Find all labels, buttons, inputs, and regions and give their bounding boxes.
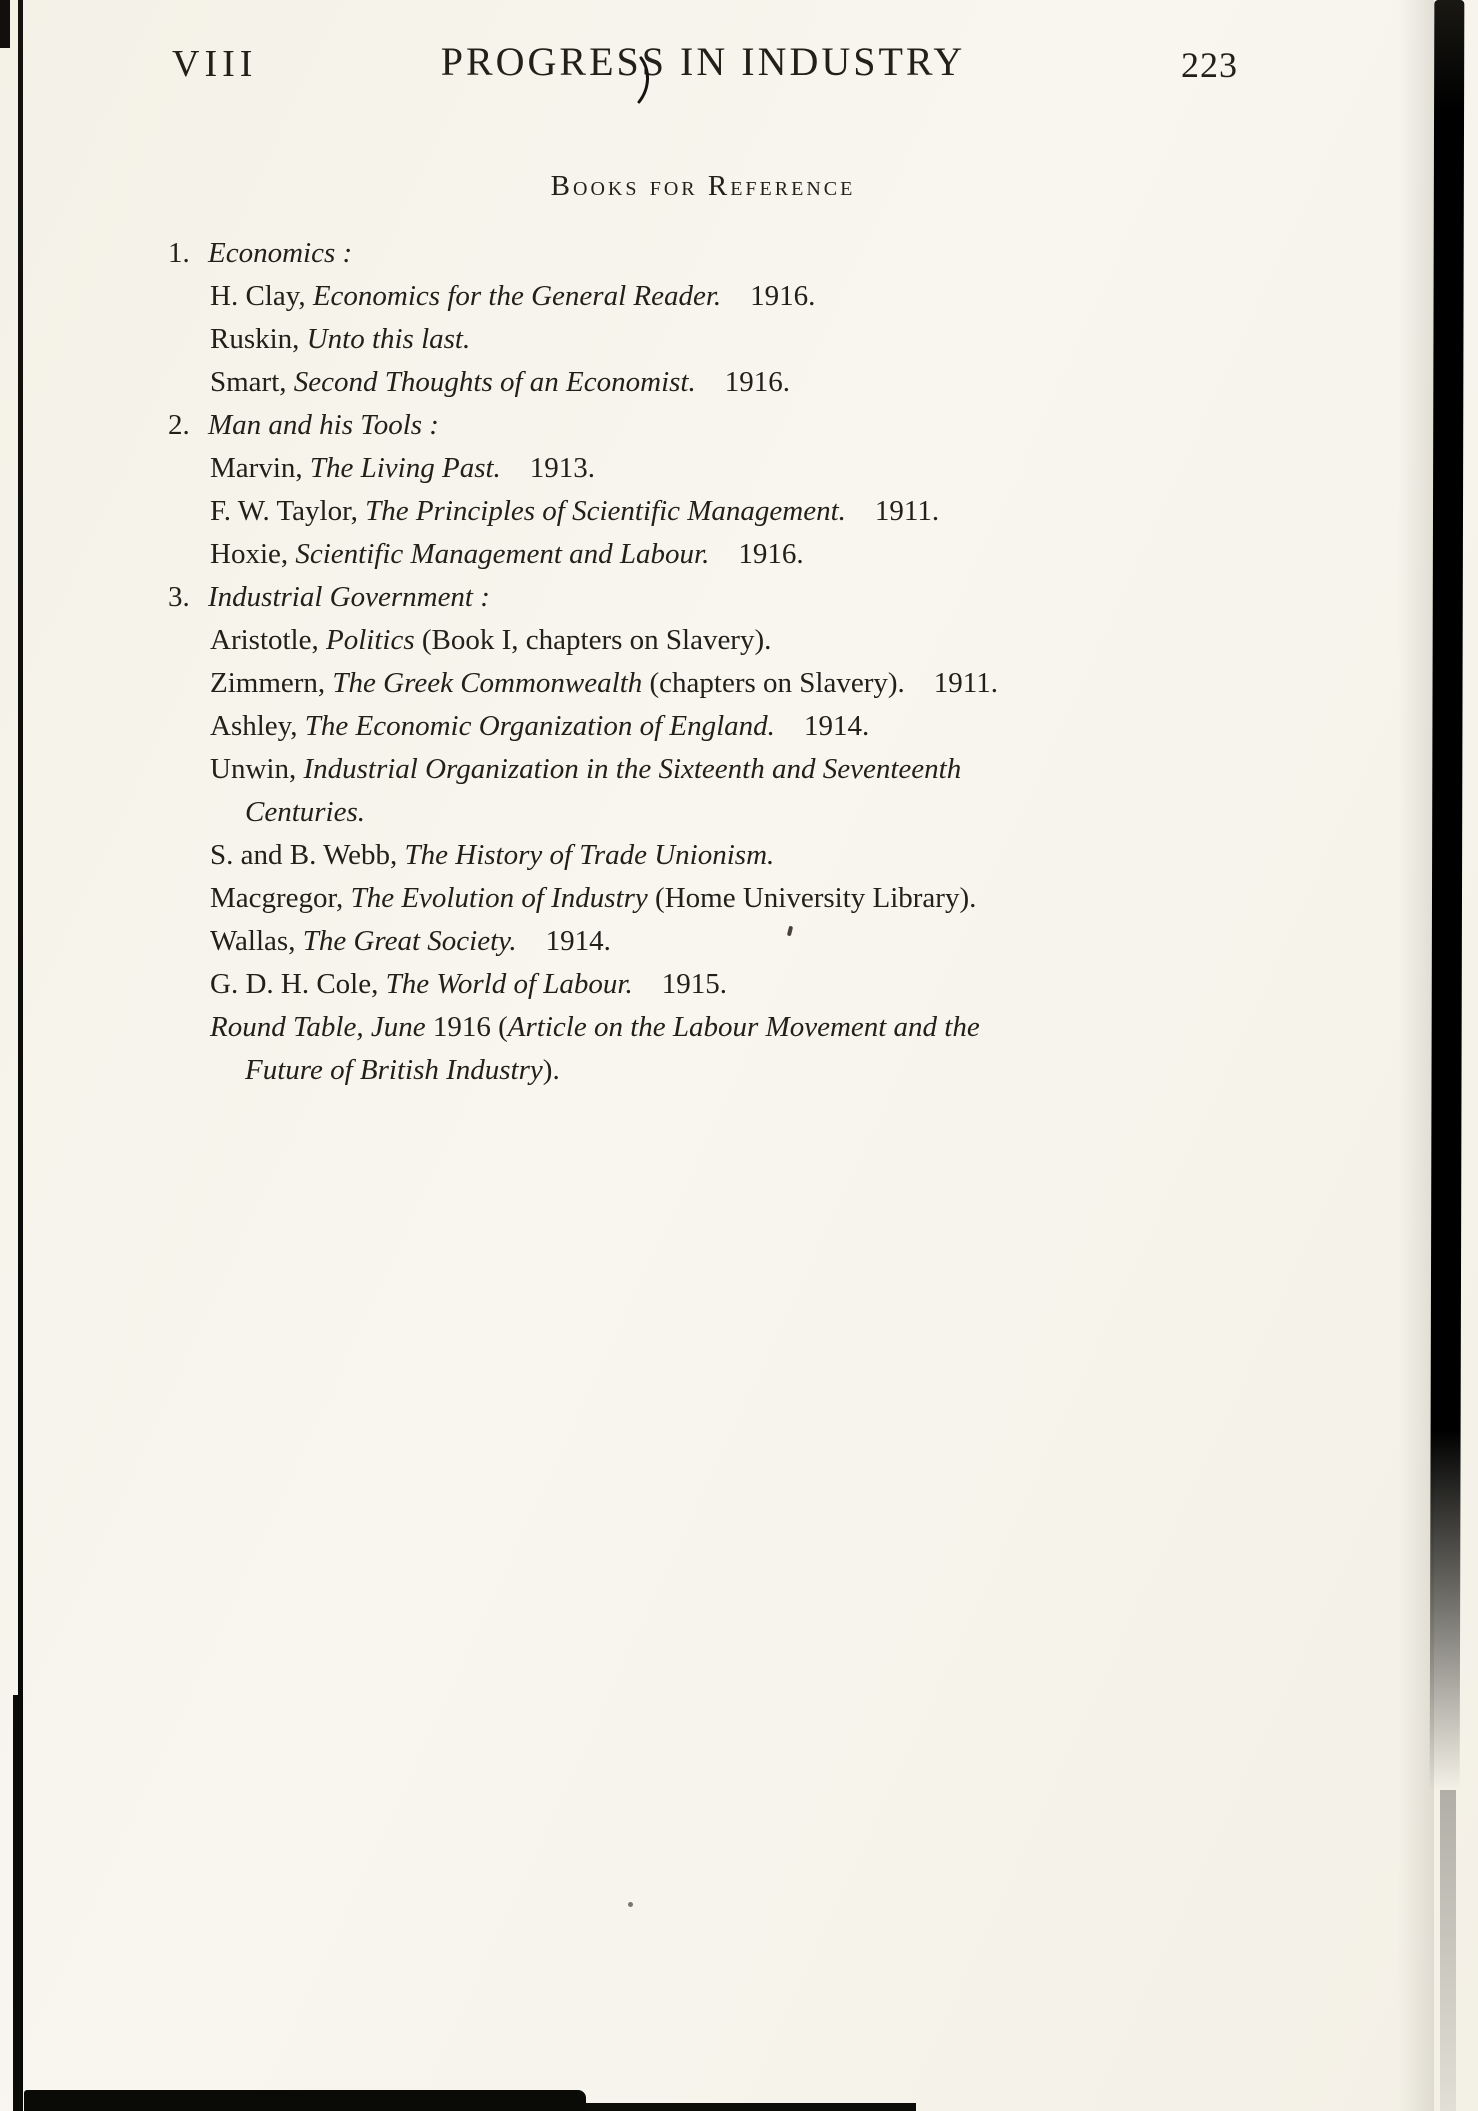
entry-text: H. Clay, [210,280,313,312]
entry-text: S. and B. Webb, [210,839,405,871]
entry-text: Ruskin, [210,323,307,355]
section-title: Industrial Government : [208,581,490,613]
entry-title: Politics [326,624,415,656]
section-heading [168,232,1238,275]
entry-title: Unto this last. [306,323,471,355]
books-for-reference-heading: Books for Reference [550,170,856,202]
scan-artifact-left-edge-thick [13,1695,22,2111]
entry-text: Smart, [210,366,294,398]
entry-title: Article on the Labour Movement and the [507,1011,980,1043]
bibliography-entry [168,834,1238,877]
entry-text: 1916. [709,538,804,570]
entry-text: 1914. [516,925,611,957]
entry-title: The History of Trade Unionism. [404,839,775,871]
entry-text: (Home University Library). [647,882,977,914]
section-title: Economics : [208,237,353,269]
page-number: 223 [1181,45,1238,85]
entry-text: Marvin, [210,452,310,484]
section-number: 1. [168,237,190,269]
bibliography-entry [168,662,1238,705]
running-head-title: PROGRESS IN INDUSTRY [440,39,966,84]
section-heading [168,404,1238,447]
page-header [168,38,1238,94]
bibliography-entry [168,877,1238,920]
bibliography-entry [168,705,1238,748]
entry-title: Industrial Organization in the Sixteenth and Seventeenth [303,753,962,785]
bibliography-entry [168,619,1238,662]
entry-text: Unwin, [210,753,304,785]
section-number: 2. [168,409,190,441]
entry-text: 1913. [500,452,596,484]
entry-title: Centuries. [245,796,366,828]
entry-title: The Great Society. [302,925,517,957]
entry-text: F. W. Taylor, [210,495,366,527]
section-number: 3. [168,581,190,613]
entry-text: 1916. [721,280,816,312]
entry-title: Round Table, June [210,1011,433,1043]
scan-artifact-left-edge [18,0,23,2111]
bibliography-entry [168,361,1238,404]
bibliography-entry [168,275,1238,318]
scan-artifact-right-band [1430,0,1465,1790]
scan-artifact-right-shadow [1398,0,1434,2111]
scan-artifact-speck [628,1902,633,1907]
entry-text: 1915. [632,968,727,1000]
entry-text: 1914. [774,710,870,742]
entry-title: The Evolution of Industry [350,882,648,914]
bibliography-entry [168,447,1238,490]
scan-artifact-corner-mark [0,0,10,48]
bibliography-entry [168,1006,1238,1092]
entry-text: Hoxie, [210,538,296,570]
entry-title: Economics for the General Reader. [312,280,722,312]
entry-text: Macgregor, [210,882,351,914]
bibliography [168,232,1238,1092]
section-heading [168,576,1238,619]
entry-title: Future of British Industry [245,1054,543,1086]
entry-text: Zimmern, [210,667,333,699]
entry-text: Ashley, [210,710,305,742]
entry-text: G. D. H. Cole, [210,968,386,1000]
bibliography-entry [168,490,1238,533]
entry-text: 1911. [845,495,940,527]
entry-title: Scientific Management and Labour. [295,538,710,570]
scan-artifact-bottom-bar [24,2090,586,2111]
entry-title: The Principles of Scientific Management. [365,495,846,527]
bibliography-entry [168,963,1238,1006]
entry-title: The World of Labour. [385,968,633,1000]
entry-title: The Greek Commonwealth [332,667,643,699]
section-title: Man and his Tools : [208,409,439,441]
entry-text: 1916 ( [432,1011,508,1043]
entry-text: Aristotle, [210,624,326,656]
entry-title: The Economic Organization of England. [304,710,775,742]
bibliography-entry [168,748,1238,834]
entry-text: (Book I, chapters on Slavery). [414,624,772,656]
bibliography-entry [168,318,1238,361]
entry-text: Wallas, [210,925,303,957]
scan-artifact-bottom-bar-thin [586,2103,916,2111]
entry-text: 1916. [695,366,790,398]
entry-title: Second Thoughts of an Economist. [293,366,696,398]
bibliography-entry [168,920,1238,963]
chapter-number: VIII [172,43,258,85]
bibliography-entry [168,533,1238,576]
scan-artifact-right-band-lower [1440,1790,1456,2111]
entry-text: ). [542,1054,560,1086]
entry-title: The Living Past. [309,452,501,484]
entry-text: (chapters on Slavery). 1911. [642,667,998,699]
